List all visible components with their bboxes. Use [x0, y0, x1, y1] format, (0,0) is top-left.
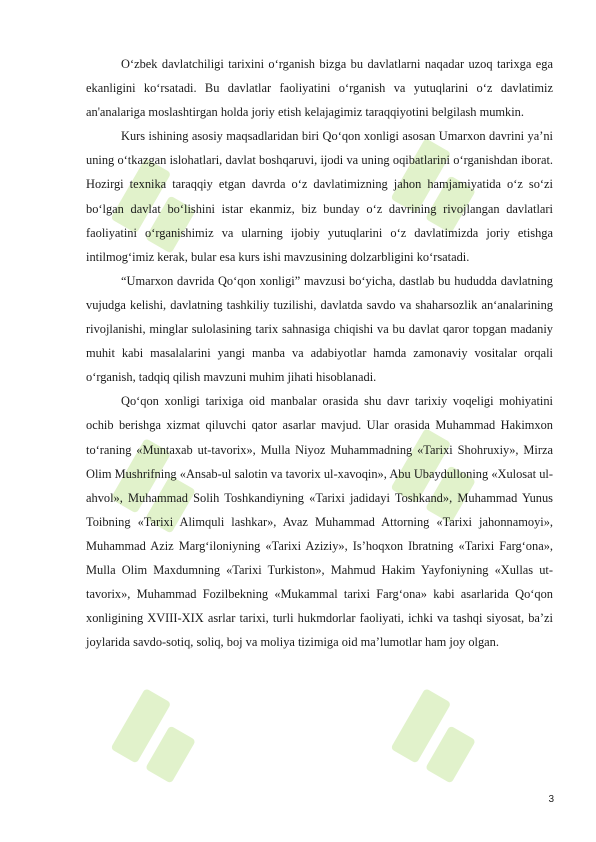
watermark-mark	[390, 688, 451, 764]
paragraph: Kurs ishining asosiy maqsadlaridan biri Qo‘qon xonligi asosan Umarxon davrini ya’ni uning o‘tkazgan islohatlari, davlat boshqaruvi, ijodi va uning oqibatlarini o‘rganishdan iborat. Hozirgi texnika taraqqiy etgan davrda o‘z davlatimizning jahon hamjamiyatida o‘z so‘zi bo‘lgan davlat bo‘lishini istar ekanmiz, biz bunday o‘z davrining rivojlangan davlatlari faoliyatini o‘rganishimiz va ularning ijobiy yutuqlarini o‘z davlatimizda joriy etishga intilmog‘imiz kerak, bular esa kurs ishi mavzusining dolzarbligini ko‘rsatadi.	[86, 129, 553, 264]
watermark-mark	[145, 725, 196, 783]
body-text	[86, 52, 553, 654]
watermark-mark	[425, 725, 476, 783]
paragraph: “Umarxon davrida Qo‘qon xonligi” mavzusi bo‘yicha, dastlab bu hududda davlatning vujudga kelishi, davlatning tashkiliy tuzilishi, davlatda savdo va shaharsozlik an‘analarining rivojlanishi, minglar sulolasining tarix sahnasiga chiqishi va bu davlat qaror topgan madaniy muhit kabi masalalarini yangi manba va adabiyotlar hamda zamonaviy vositalar orqali o‘rganish, tadqiq qilish mavzuni muhim jihati hisoblanadi.	[86, 273, 553, 385]
page-number: 3	[548, 794, 554, 805]
paragraph: Qo‘qon xonligi tarixiga oid manbalar orasida shu davr tarixiy voqeligi mohiyatini ochib berishga xizmat qiluvchi qator asarlar mavjud. Ular orasida Muhammad Hakimxon to‘raning «Muntaxab ut-tavorix», Mulla Niyoz Muhammadning «Tarixi Shohruxiy», Mirza Olim Mushrifning «Ansab-ul salotin va tavorix ul-xavoqin», Abu Ubaydulloning «Xulosat ul-ahvol», Muhammad Solih Toshkandiyning «Tarixi jadidayi Toshkand», Muhammad Yunus Toibning «Tarixi Alimquli lashkar», Avaz Muhammad Attorning «Tarixi jahonnamoyi», Muhammad Aziz Marg‘iloniyning «Tarixi Aziziy», Is’hoqxon Ibratning «Tarixi Farg‘ona», Mulla Olim Maxdumning «Tarixi Turkiston», Mahmud Hakim Yayfoniyning «Xullas ut-tavorix», Muhammad Fozilbekning «Mukammal tarixi Farg‘ona» kabi asarlarida Qo‘qon xonligining XVIII-XIX asrlar tarixi, turli hukmdorlar faoliyati, ichki va tashqi siyosat, ba’zi joylarida savdo-sotiq, soliq, boj va moliya tizimiga oid ma’lumotlar ham joy olgan.	[86, 394, 553, 650]
paragraph: O‘zbek davlatchiligi tarixini o‘rganish bizga bu davlatlarni naqadar uzoq tarixga ega ekanligini ko‘rsatadi. Bu davlatlar faoliyatini o‘rganish va yutuqlarini o‘z davlatimiz an'analariga moslashtirgan holda joriy etish kelajagimiz taraqqiyotini belgilash mumkin.	[86, 57, 553, 120]
watermark-mark	[110, 688, 171, 764]
